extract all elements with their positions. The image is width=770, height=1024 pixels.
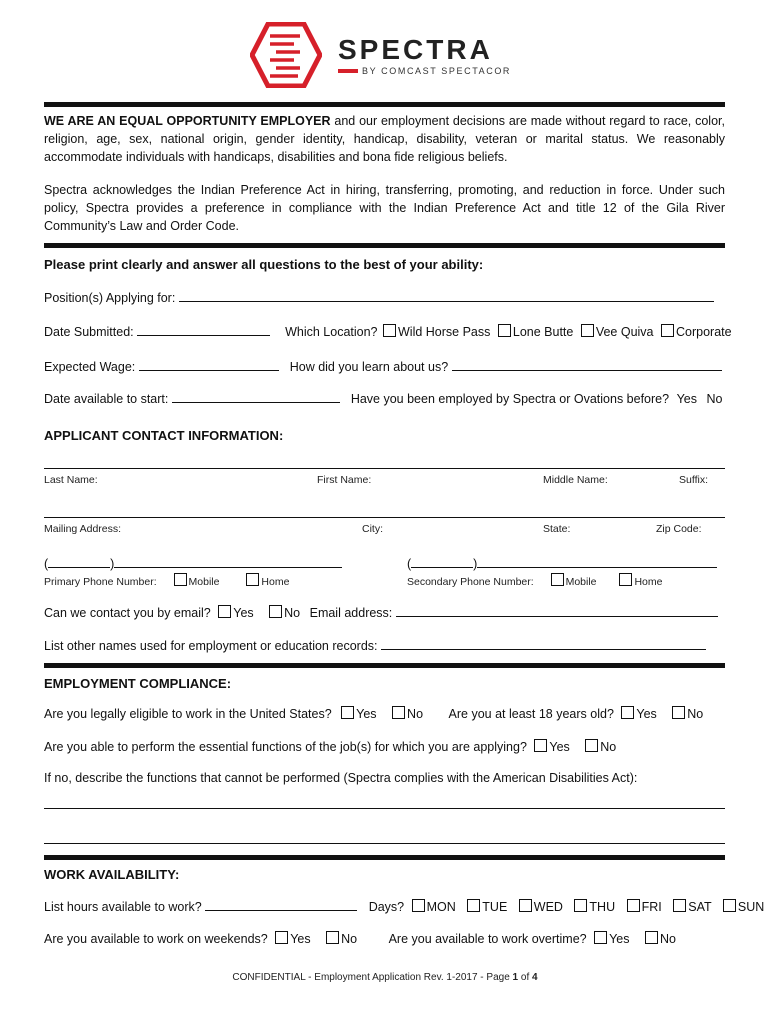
date-available-field[interactable] — [172, 390, 340, 403]
eligible-no-checkbox[interactable] — [392, 706, 405, 719]
describe-field[interactable] — [44, 808, 725, 809]
brand-subtitle-row — [338, 66, 511, 76]
yes-label: Yes — [233, 606, 254, 620]
mailing-address-label: Mailing Address: — [44, 523, 122, 535]
spectra-logo-icon — [250, 22, 322, 88]
day-checkbox[interactable] — [467, 899, 480, 912]
mobile-label: Mobile — [565, 576, 597, 588]
yes-label: Yes — [636, 707, 657, 721]
day-label: SAT — [688, 900, 712, 914]
wage-row — [44, 358, 722, 374]
divider — [44, 102, 725, 107]
no-label: No — [407, 707, 424, 721]
email-address-label: Email address: — [309, 606, 393, 620]
brand-name: SPECTRA — [338, 34, 493, 65]
email-question: Can we contact you by email? — [44, 606, 211, 620]
eligible-row — [44, 706, 703, 721]
first-name-label: First Name: — [317, 474, 372, 486]
availability-heading: WORK AVAILABILITY: — [44, 867, 180, 882]
divider — [44, 243, 725, 248]
no-label: No — [687, 707, 704, 721]
last-name-label: Last Name: — [44, 474, 98, 486]
location-option: Lone Butte — [512, 325, 574, 339]
state-label: State: — [543, 523, 571, 535]
other-names-row — [44, 637, 706, 653]
day-checkbox[interactable] — [574, 899, 587, 912]
primary-home-checkbox[interactable] — [246, 573, 259, 586]
other-names-field[interactable] — [381, 637, 706, 650]
date-submitted-label: Date Submitted: — [44, 325, 134, 339]
weekend-overtime-row — [44, 931, 676, 946]
indian-preference-statement: Spectra acknowledges the Indian Preference Act in hiring, transferring, promoting, and reduction in force. Under such policy, Spectra provides a preference in compliance with the Indian Preference Act and title 12 of the Gila River Community’s Law and Order Code. — [44, 183, 725, 233]
eoe-statement — [44, 112, 725, 166]
address-field[interactable] — [44, 517, 725, 518]
footer-text: CONFIDENTIAL - Employment Application Rev. 1-2017 - Page — [232, 972, 513, 983]
no-label: No — [659, 932, 676, 946]
divider — [44, 663, 725, 668]
yes-label: Yes — [290, 932, 311, 946]
overtime-question: Are you available to work overtime? — [388, 932, 587, 946]
day-checkbox[interactable] — [673, 899, 686, 912]
footer-of: of — [518, 972, 533, 983]
which-location-label: Which Location? — [285, 325, 378, 339]
describe-field[interactable] — [44, 843, 725, 844]
home-label: Home — [634, 576, 663, 588]
day-checkbox[interactable] — [723, 899, 736, 912]
secondary-phone-row — [407, 573, 662, 588]
location-checkbox[interactable] — [383, 324, 396, 337]
day-label: WED — [533, 900, 563, 914]
page-number: 1 — [512, 972, 519, 983]
date-available-label: Date available to start: — [44, 392, 169, 406]
eoe-text: and our employment decisions are made without regard to race, color, religion, age, sex, national origin, gender identity, handicap, disability, veteran or marital status. We reasonably accommodate individuals with handicaps, disabilities and bona fide religious beliefs. — [44, 114, 725, 164]
date-submitted-field[interactable] — [137, 323, 270, 336]
eoe-heading: WE ARE AN EQUAL OPPORTUNITY EMPLOYER — [44, 114, 331, 128]
yes-label: Yes — [549, 740, 570, 754]
other-names-label: List other names used for employment or education records: — [44, 639, 378, 653]
functions-yes-checkbox[interactable] — [534, 739, 547, 752]
email-row — [44, 604, 718, 620]
start-date-row — [44, 390, 722, 406]
expected-wage-label: Expected Wage: — [44, 360, 136, 374]
middle-name-label: Middle Name: — [543, 474, 608, 486]
day-label: THU — [589, 900, 616, 914]
instructions: Please print clearly and answer all questions to the best of your ability: — [44, 257, 484, 272]
positions-field[interactable] — [179, 289, 714, 302]
zip-label: Zip Code: — [656, 523, 702, 535]
day-checkbox[interactable] — [519, 899, 532, 912]
secondary-home-checkbox[interactable] — [619, 573, 632, 586]
positions-row — [44, 289, 714, 305]
eligible-yes-checkbox[interactable] — [341, 706, 354, 719]
location-option: Wild Horse Pass — [398, 325, 491, 339]
age-question: Are you at least 18 years old? — [448, 707, 614, 721]
primary-phone-row — [44, 573, 289, 588]
expected-wage-field[interactable] — [139, 358, 279, 371]
day-checkbox[interactable] — [412, 899, 425, 912]
primary-phone-field[interactable]: ( ) — [44, 555, 342, 571]
weekends-question: Are you available to work on weekends? — [44, 932, 268, 946]
email-address-field[interactable] — [396, 604, 718, 617]
functions-no-checkbox[interactable] — [585, 739, 598, 752]
contact-heading: APPLICANT CONTACT INFORMATION: — [44, 428, 284, 443]
page-footer — [0, 972, 770, 983]
employed-before-no[interactable]: No — [706, 392, 723, 406]
no-label: No — [341, 932, 358, 946]
name-field[interactable] — [44, 468, 725, 469]
overtime-no-checkbox[interactable] — [645, 931, 658, 944]
age-no-checkbox[interactable] — [672, 706, 685, 719]
employed-before-yes[interactable]: Yes — [676, 392, 697, 406]
hours-field[interactable] — [205, 898, 357, 911]
hours-question: List hours available to work? — [44, 900, 202, 914]
mobile-label: Mobile — [188, 576, 220, 588]
compliance-heading: EMPLOYMENT COMPLIANCE: — [44, 676, 232, 691]
describe-question: If no, describe the functions that cannot be performed (Spectra complies with the American Disabilities Act): — [44, 771, 638, 785]
yes-label: Yes — [356, 707, 377, 721]
no-label: No — [284, 606, 301, 620]
positions-label: Position(s) Applying for: — [44, 291, 176, 305]
primary-phone-label: Primary Phone Number: — [44, 576, 157, 588]
city-label: City: — [362, 523, 383, 535]
location-option: Corporate — [676, 325, 732, 339]
date-location-row — [44, 323, 732, 339]
how-learn-field[interactable] — [452, 358, 722, 371]
email-no-checkbox[interactable] — [269, 605, 282, 618]
email-yes-checkbox[interactable] — [218, 605, 231, 618]
day-label: MON — [426, 900, 456, 914]
location-option: Vee Quiva — [595, 325, 654, 339]
page-total: 4 — [532, 972, 538, 983]
day-label: TUE — [482, 900, 508, 914]
suffix-label: Suffix: — [679, 474, 708, 486]
primary-mobile-checkbox[interactable] — [174, 573, 187, 586]
divider — [44, 855, 725, 860]
how-learn-label: How did you learn about us? — [289, 360, 449, 374]
days-question: Days? — [368, 900, 405, 914]
eligible-question: Are you legally eligible to work in the United States? — [44, 707, 332, 721]
location-checkbox[interactable] — [498, 324, 511, 337]
secondary-mobile-checkbox[interactable] — [551, 573, 564, 586]
weekends-yes-checkbox[interactable] — [275, 931, 288, 944]
location-checkbox[interactable] — [581, 324, 594, 337]
employed-before-label: Have you been employed by Spectra or Ovations before? — [350, 392, 670, 406]
secondary-phone-label: Secondary Phone Number: — [407, 576, 534, 588]
day-label: FRI — [641, 900, 662, 914]
yes-label: Yes — [609, 932, 630, 946]
home-label: Home — [261, 576, 290, 588]
weekends-no-checkbox[interactable] — [326, 931, 339, 944]
brand-accent-bar — [338, 69, 358, 73]
overtime-yes-checkbox[interactable] — [594, 931, 607, 944]
location-checkbox[interactable] — [661, 324, 674, 337]
secondary-phone-field[interactable]: ( ) — [407, 555, 717, 571]
hours-row — [44, 898, 764, 914]
day-label: SUN — [737, 900, 765, 914]
brand-subtitle: BY COMCAST SPECTACOR — [362, 66, 512, 76]
no-label: No — [600, 740, 617, 754]
functions-question: Are you able to perform the essential functions of the job(s) for which you are applying? — [44, 740, 527, 754]
functions-row — [44, 739, 616, 754]
age-yes-checkbox[interactable] — [621, 706, 634, 719]
day-checkbox[interactable] — [627, 899, 640, 912]
